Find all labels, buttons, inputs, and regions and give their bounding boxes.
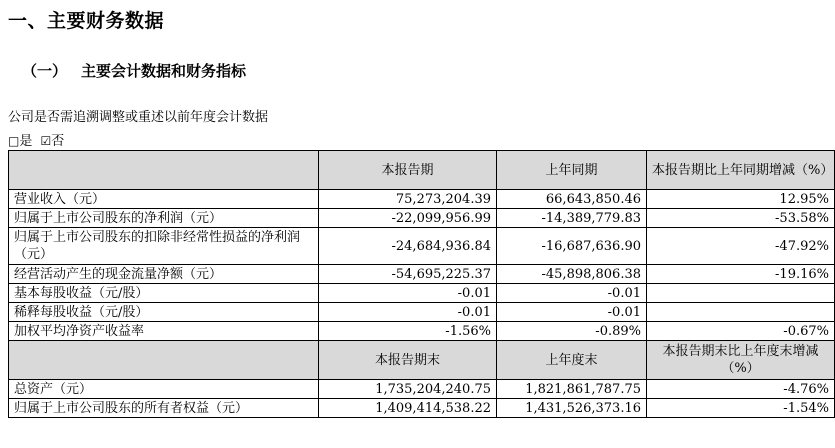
row-label: 加权平均净资产收益率 bbox=[9, 322, 319, 341]
row-label: 归属于上市公司股东的净利润（元） bbox=[9, 209, 319, 228]
change-value: -1.54% bbox=[647, 399, 835, 418]
prior-value: 1,821,861,787.75 bbox=[497, 380, 647, 399]
prior-value: -0.01 bbox=[497, 284, 647, 303]
header-cell: 本报告期 bbox=[319, 151, 497, 190]
current-value: 75,273,204.39 bbox=[319, 190, 497, 209]
row-label: 经营活动产生的现金流量净额（元） bbox=[9, 265, 319, 284]
prior-value: -14,389,779.83 bbox=[497, 209, 647, 228]
prior-value: -16,687,636.90 bbox=[497, 228, 647, 265]
row-label: 归属于上市公司股东的扣除非经常性损益的净利润（元） bbox=[9, 228, 319, 265]
current-value: 1,735,204,240.75 bbox=[319, 380, 497, 399]
prior-value: 66,643,850.46 bbox=[497, 190, 647, 209]
prior-value: -0.89% bbox=[497, 322, 647, 341]
change-value: -4.76% bbox=[647, 380, 835, 399]
option-yes[interactable] bbox=[8, 134, 32, 149]
restatement-question: 公司是否需追溯调整或重述以前年度会计数据 bbox=[8, 110, 269, 125]
table-row bbox=[9, 190, 835, 209]
header-cell: 本报告期末 bbox=[319, 341, 497, 380]
change-value: -0.67% bbox=[647, 322, 835, 341]
subsection-heading bbox=[22, 60, 246, 81]
change-value: 12.95% bbox=[647, 190, 835, 209]
header-cell: 本报告期比上年同期增减（%） bbox=[647, 151, 835, 190]
option-no[interactable] bbox=[41, 134, 65, 149]
header-cell: 上年同期 bbox=[497, 151, 647, 190]
prior-value: 1,431,526,373.16 bbox=[497, 399, 647, 418]
change-value: -47.92% bbox=[647, 228, 835, 265]
checked-box-icon[interactable]: ☑ bbox=[40, 134, 52, 148]
table-header-row bbox=[9, 151, 835, 190]
table-row bbox=[9, 322, 835, 341]
row-label: 归属于上市公司股东的所有者权益（元） bbox=[9, 399, 319, 418]
option-yes-label: 是 bbox=[19, 134, 33, 149]
unchecked-box-icon[interactable]: □ bbox=[8, 134, 20, 148]
header-cell bbox=[9, 341, 319, 380]
change-value: -19.16% bbox=[647, 265, 835, 284]
table-row bbox=[9, 209, 835, 228]
table-row bbox=[9, 399, 835, 418]
change-value bbox=[647, 303, 835, 322]
table-header-row bbox=[9, 341, 835, 380]
row-label: 营业收入（元） bbox=[9, 190, 319, 209]
current-value: -22,099,956.99 bbox=[319, 209, 497, 228]
row-label: 基本每股收益（元/股） bbox=[9, 284, 319, 303]
table-row bbox=[9, 265, 835, 284]
current-value: 1,409,414,538.22 bbox=[319, 399, 497, 418]
table-row bbox=[9, 284, 835, 303]
change-value: -53.58% bbox=[647, 209, 835, 228]
current-value: -0.01 bbox=[319, 284, 497, 303]
header-cell bbox=[9, 151, 319, 190]
header-cell: 本报告期末比上年度末增减（%） bbox=[647, 341, 835, 380]
header-cell: 上年度末 bbox=[497, 341, 647, 380]
option-no-label: 否 bbox=[51, 134, 65, 149]
table-row bbox=[9, 228, 835, 265]
current-value: -1.56% bbox=[319, 322, 497, 341]
current-value: -0.01 bbox=[319, 303, 497, 322]
prior-value: -0.01 bbox=[497, 303, 647, 322]
subsection-title: 主要会计数据和财务指标 bbox=[81, 62, 247, 80]
restatement-options bbox=[8, 130, 68, 149]
subsection-number: （一） bbox=[22, 62, 68, 80]
table-row bbox=[9, 303, 835, 322]
financial-data-table bbox=[8, 150, 835, 418]
current-value: -24,684,936.84 bbox=[319, 228, 497, 265]
row-label: 总资产（元） bbox=[9, 380, 319, 399]
change-value bbox=[647, 284, 835, 303]
prior-value: -45,898,806.38 bbox=[497, 265, 647, 284]
section-heading: 一、主要财务数据 bbox=[8, 10, 165, 32]
table-row bbox=[9, 380, 835, 399]
row-label: 稀释每股收益（元/股） bbox=[9, 303, 319, 322]
current-value: -54,695,225.37 bbox=[319, 265, 497, 284]
